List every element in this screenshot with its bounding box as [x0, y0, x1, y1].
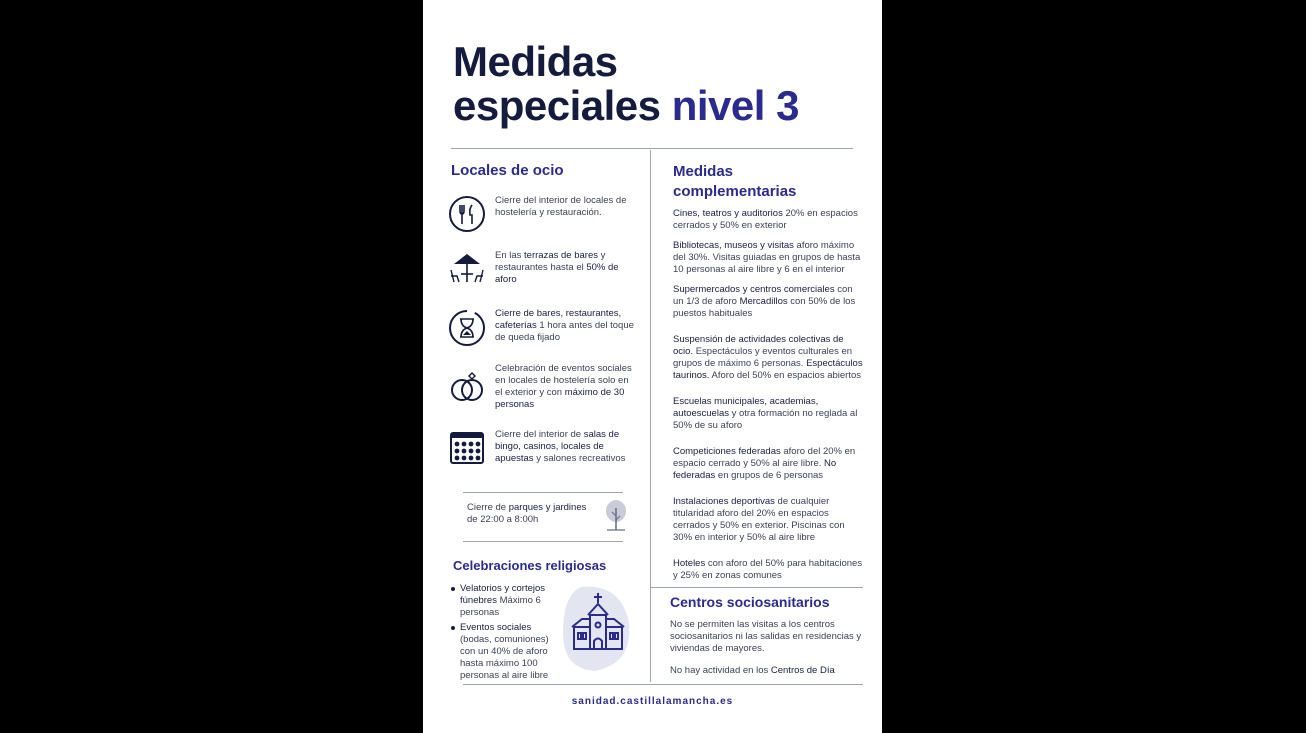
title-highlight: nivel 3	[671, 82, 799, 129]
religiosas-item-eventos: Eventos sociales (bodas, comuniones) con un 40% de aforo hasta máximo 100 personas al aire libre	[451, 622, 561, 682]
complementarias-item: Competiciones federadas aforo del 20% en espacio cerrado y 50% al aire libre. No federadas en grupos de 6 personas	[673, 446, 856, 481]
complementarias-item: Bibliotecas, museos y visitas aforo máximo del 30%. Visitas guiadas en grupos de hasta 10 personas al aire libre y 6 en el interior	[673, 240, 861, 275]
locales-item-cierre-bares: Cierre de bares, restaurantes, cafeterías 1 hora antes del toque de queda fijado	[495, 308, 634, 343]
column-divider	[650, 150, 651, 682]
complementarias-heading: Medidas complementarias	[673, 163, 797, 200]
religiosas-item-velatorios: Velatorios y cortejos fúnebres Máximo 6 personas	[451, 583, 561, 619]
sociosanitarios-text	[670, 619, 865, 677]
complementarias-item: Suspensión de actividades colectivas de ocio. Espectáculos y eventos culturales en grupos de máximo 6 personas. Espectáculos taurinos. Aforo del 50% en espacios abiertos	[673, 334, 863, 381]
terrace-umbrella-icon	[448, 250, 486, 288]
parques-top-divider	[463, 492, 623, 493]
title-line-2: especiales	[453, 82, 661, 129]
religiosas-heading: Celebraciones religiosas	[453, 558, 607, 573]
wedding-rings-icon	[448, 368, 486, 406]
bingo-board-icon	[448, 429, 486, 467]
complementarias-list	[673, 208, 863, 590]
title-divider	[451, 148, 853, 149]
parques-bottom-divider	[463, 541, 623, 542]
title-line-1: Medidas	[453, 38, 618, 85]
page-title	[453, 40, 799, 128]
locales-item-hosteleria: Cierre del interior de locales de hostelería y restauración.	[495, 195, 627, 218]
sociosanitarios-visitas: No se permiten las visitas a los centros sociosanitarios ni las salidas en residencias y viviendas de mayores.	[670, 619, 862, 654]
locales-item-bingo: Cierre del interior de salas de bingo, casinos, locales de apuestas y salones recreativos	[495, 429, 626, 464]
parques-text: Cierre de parques y jardines de 22:00 a 8:00h	[467, 502, 587, 525]
complementarias-item: Escuelas municipales, academias, autoescuelas y otra formación no reglada al 50% de su aforo	[673, 396, 858, 431]
sociosanitarios-centros-dia: No hay actividad en los Centros de Día	[670, 665, 835, 676]
tree-icon	[601, 498, 631, 534]
religiosas-list	[451, 583, 561, 685]
locales-item-eventos: Celebración de eventos sociales en locales de hostelería solo en el exterior y con máximo de 30 personas	[495, 363, 632, 410]
complementarias-item: Supermercados y centros comerciales con un 1/3 de aforo Mercadillos con 50% de los puestos habituales	[673, 284, 856, 319]
hourglass-icon	[448, 309, 486, 347]
complementarias-item: Instalaciones deportivas de cualquier titularidad aforo del 20% en espacios cerrados y 50% en exterior. Piscinas con 30% en interior y 50% al aire libre	[673, 496, 845, 543]
cutlery-icon	[448, 195, 486, 233]
complementarias-item: Cines, teatros y auditorios 20% en espacios cerrados y 50% en exterior	[673, 208, 858, 231]
church-icon	[561, 583, 635, 673]
complementarias-item: Hoteles con aforo del 50% para habitaciones y 25% en zonas comunes	[673, 558, 863, 581]
locales-item-terrazas: En las terrazas de bares y restaurantes hasta el 50% de aforo	[495, 250, 619, 285]
sociosanitarios-heading: Centros sociosanitarios	[670, 594, 830, 610]
footer-divider	[463, 684, 863, 685]
poster	[423, 0, 882, 733]
sociosanitarios-divider	[651, 587, 863, 588]
locales-heading: Locales de ocio	[451, 162, 564, 179]
footer-url[interactable]: sanidad.castillalamancha.es	[571, 696, 734, 707]
